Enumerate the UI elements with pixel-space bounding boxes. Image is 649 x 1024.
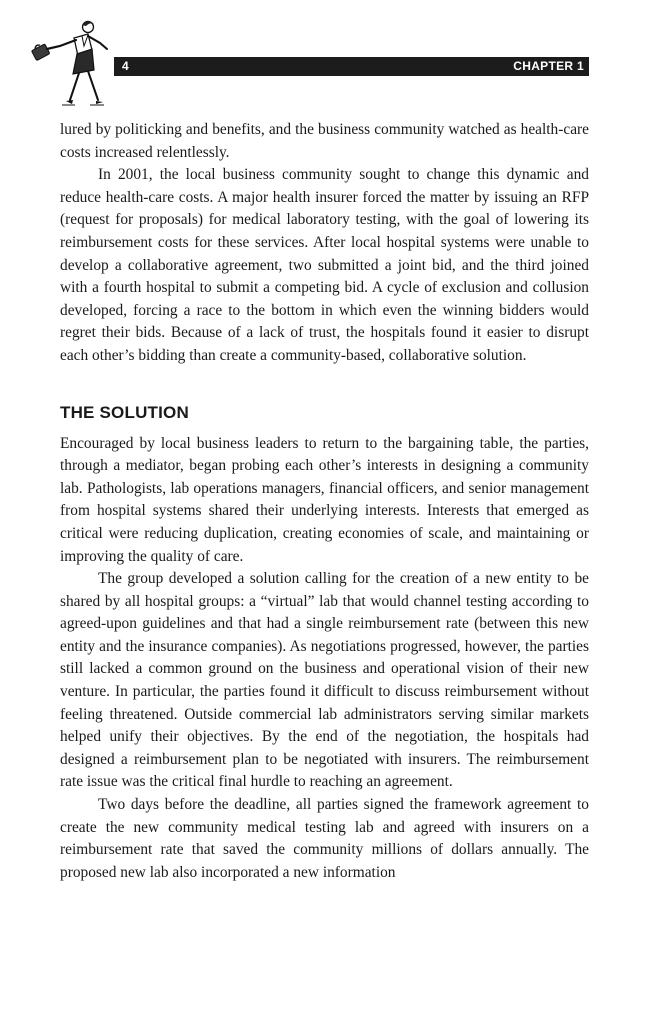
paragraph: In 2001, the local business community sought to change this dynamic and reduce health-care costs. A major health insurer forced the matter by issuing an RFP (request for proposals) for medical laboratory testing, with the goal of lowering its reimbursement costs for these services. After local hospital systems were unable to develop a collaborative agreement, two submitted a joint bid, and the third joined with a fourth hospital to submit a competing bid. A cycle of exclusion and collusion developed, forcing a race to the bottom in which even the winning bidders would regret their bids. Because of a lack of trust, the hospitals found it easier to disrupt each other’s bidding than create a community-based, collaborative solution. (60, 166, 589, 364)
page-number: 4 (122, 59, 129, 73)
businesswoman-with-briefcase-icon (30, 16, 110, 108)
body-text (60, 119, 589, 884)
paragraph: The group developed a solution calling for the creation of a new entity to be shared by all hospital groups: a “virtual” lab that would channel testing according to agreed-upon guidelines and that had a single reimbursement rate (between this new entity and the insurance companies). As negotiations progressed, however, the parties still lacked a common ground on the business and operational vision of their new venture. In particular, the parties found it difficult to discuss reimbursement without feeling threatened. Outside commercial lab administrators serving similar markets helped unify their objectives. By the end of the negotiation, the hospitals had designed a reimbursement plan to be negotiated with insurers. The reimbursement rate issue was the critical final hurdle to reaching an agreement. (60, 570, 589, 791)
paragraph: Encouraged by local business leaders to return to the bargaining table, the parties, through a mediator, began probing each other’s interests in designing a community lab. Pathologists, lab operations managers, financial officers, and senior management from hospital systems shared their underlying interests. Interests that emerged as critical were reducing duplication, creating economies of scale, and maintaining or improving the quality of care. (60, 434, 589, 565)
running-header-bar (114, 57, 589, 76)
section-heading: THE SOLUTION (60, 402, 189, 422)
paragraph: lured by politicking and benefits, and the business community watched as health-care costs increased relentlessly. (60, 121, 589, 161)
chapter-label: CHAPTER 1 (513, 59, 584, 73)
paragraph: Two days before the deadline, all parties signed the framework agreement to create the new community medical testing lab and agreed with insurers on a reimbursement rate that saved the community millions of dollars annually. The proposed new lab also incorporated a new information (60, 796, 589, 881)
